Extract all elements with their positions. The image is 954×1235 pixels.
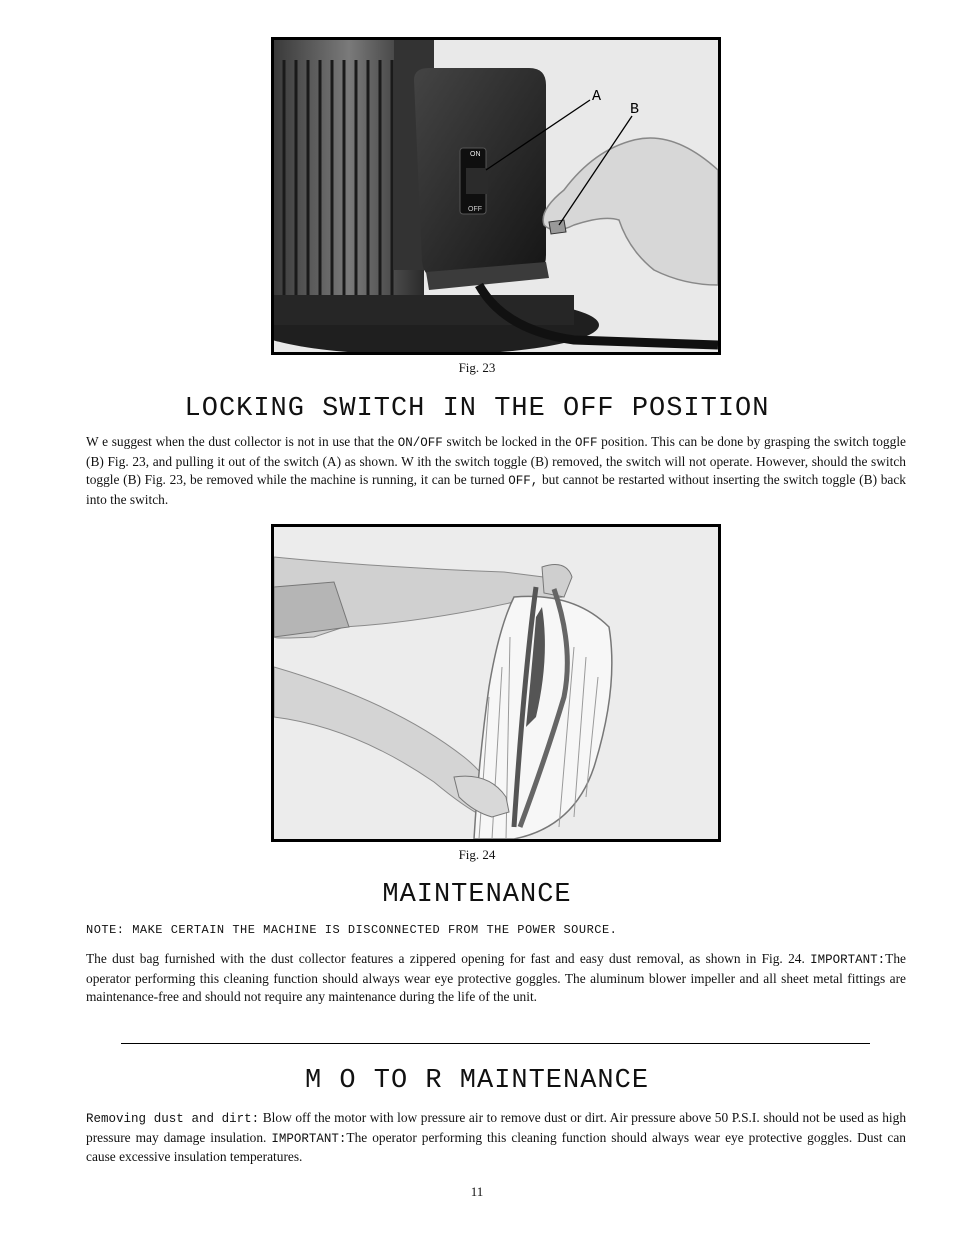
motor-maintenance-paragraph	[86, 1109, 906, 1167]
text-run: W e suggest when the dust collector is not in use that the	[86, 434, 398, 449]
figure-24-photo	[271, 524, 721, 842]
label-b: B	[630, 101, 640, 118]
lead-in-label: Removing dust and dirt:	[86, 1112, 260, 1126]
text-run: Blow off the motor with low pressure air to remove dust or dirt. Air pressure above 50 P.S.I. should not be used as high pressure may damage insulation.	[86, 1110, 907, 1145]
important-label: IMPORTANT:	[810, 953, 886, 967]
motor-maintenance-heading: M O TO R MAINTENANCE	[304, 1066, 650, 1096]
locking-switch-heading: LOCKING SWITCH IN THE OFF POSITION	[184, 394, 770, 424]
disconnect-note: NOTE: MAKE CERTAIN THE MACHINE IS DISCONNECTED FROM THE POWER SOURCE.	[86, 923, 618, 937]
text-run: The dust bag furnished with the dust collector features a zippered opening for fast and easy dust removal, as shown in Fig. 24.	[86, 951, 811, 966]
text-run: The operator performing this cleaning function should always wear eye protective goggles. Dust can cause excessive insulation temperatures.	[86, 1129, 906, 1164]
locking-switch-paragraph	[86, 433, 906, 509]
figure-23-caption: Fig. 23	[458, 360, 496, 375]
switch-off-label: OFF	[468, 206, 482, 213]
onoff-term: ON/OFF	[397, 436, 443, 450]
text-run: switch be locked in the	[442, 434, 575, 449]
figure-24-caption: Fig. 24	[458, 847, 496, 862]
section-divider	[121, 1043, 870, 1044]
text-run: position. This can be done by grasping the switch toggle (B) Fig. 23, and pulling it out of the switch (A) as shown. W ith the switch toggle (B) removed, the switch will not operate. However, should the switch toggle (B) Fig. 23, be removed while the machine is running, it can be turned	[86, 434, 906, 487]
maintenance-paragraph	[86, 950, 906, 1007]
text-run: but cannot be restarted without inserting the switch toggle (B) back into the switch.	[86, 472, 906, 507]
page-number: 11	[470, 1184, 484, 1199]
switch-on-label: ON	[470, 151, 481, 158]
text-run: The operator performing this cleaning function should always wear eye protective goggles. The aluminum blower impeller and all sheet metal fittings are maintenance-free and should not require any maintenance during the life of the unit.	[86, 951, 906, 1004]
switch-box-illustration	[274, 40, 718, 352]
label-a: A	[592, 88, 602, 105]
maintenance-heading: MAINTENANCE	[382, 880, 572, 910]
off-term: OFF,	[508, 474, 539, 488]
important-label: IMPORTANT:	[271, 1131, 347, 1146]
off-term: OFF	[574, 436, 598, 450]
figure-23-photo	[271, 37, 721, 355]
dust-bag-illustration	[274, 527, 718, 839]
